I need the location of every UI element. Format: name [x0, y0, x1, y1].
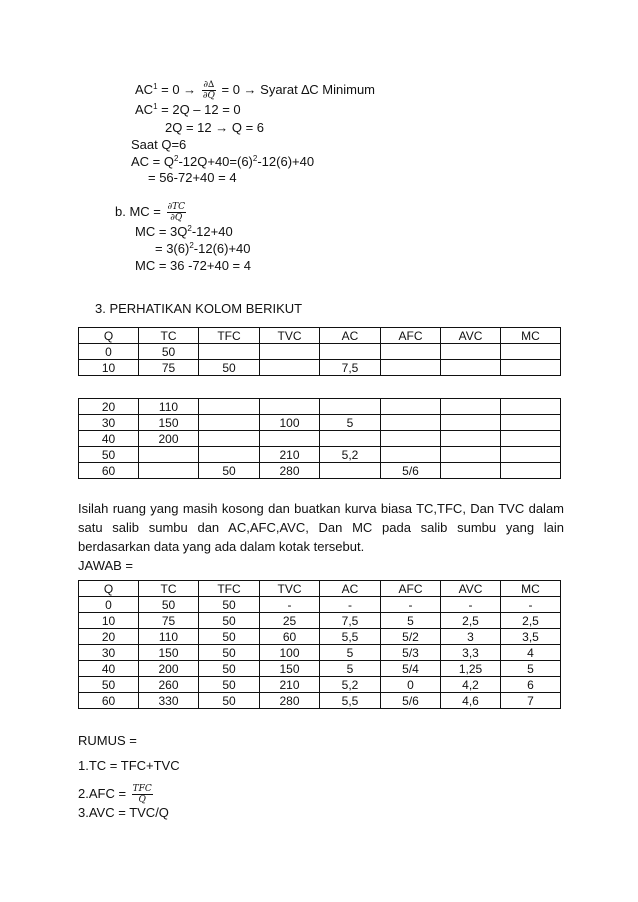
table-cell — [441, 360, 501, 376]
superscript: 2 — [187, 224, 192, 233]
table-cell: 3,3 — [441, 645, 501, 661]
superscript: 1 — [153, 81, 158, 91]
table-cell: 20 — [79, 399, 139, 415]
table-cell: - — [381, 597, 441, 613]
text: = 2Q – 12 = 0 — [161, 102, 241, 117]
table-cell: 100 — [260, 645, 320, 661]
table-row — [79, 344, 561, 360]
table-cell — [199, 431, 260, 447]
table-cell: 3 — [441, 629, 501, 645]
table-cell: 7,5 — [320, 360, 381, 376]
table-cell: 50 — [199, 661, 260, 677]
table-cell: 200 — [139, 431, 199, 447]
header-cell: AFC — [381, 581, 441, 597]
fraction-denominator: Q — [138, 795, 146, 805]
table-cell: 50 — [139, 344, 199, 360]
text: = 0 → — [161, 81, 197, 97]
rumus-line-1: 1.TC = TFC+TVC — [78, 758, 180, 773]
rumus-title: RUMUS = — [78, 733, 137, 748]
header-cell: TFC — [199, 328, 260, 344]
table-cell — [260, 399, 320, 415]
table-cell: 5/2 — [381, 629, 441, 645]
table-cell: 210 — [260, 447, 320, 463]
table-cell: 60 — [260, 629, 320, 645]
table-cell: 60 — [79, 693, 139, 709]
table-cell — [501, 463, 561, 479]
table-cell: 20 — [79, 629, 139, 645]
table-cell — [501, 431, 561, 447]
table-cell: 7,5 — [320, 613, 381, 629]
text: -12+40 — [191, 224, 233, 239]
table-cell: 5,5 — [320, 629, 381, 645]
table-row — [79, 447, 561, 463]
table-cell — [199, 415, 260, 431]
header-cell: Q — [79, 328, 139, 344]
table-row — [79, 629, 561, 645]
table-cell: - — [441, 597, 501, 613]
header-cell: AVC — [441, 581, 501, 597]
calc-line-5 — [131, 154, 314, 170]
table-cell: 2,5 — [501, 613, 561, 629]
table-cell: 50 — [199, 677, 260, 693]
superscript: 2 — [174, 154, 179, 163]
text: b. MC = — [115, 203, 161, 219]
table-cell: 5 — [381, 613, 441, 629]
fraction-numerator: TFC — [132, 784, 152, 794]
calc-line-6: = 56-72+40 = 4 — [148, 170, 237, 185]
table-cell: 30 — [79, 415, 139, 431]
table-cell — [139, 463, 199, 479]
table-cell — [441, 415, 501, 431]
table-cell: 75 — [139, 613, 199, 629]
header-cell: MC — [501, 581, 561, 597]
table-cell: 3,5 — [501, 629, 561, 645]
instruction-paragraph: Isilah ruang yang masih kosong dan buatkan kurva biasa TC,TFC, Dan TVC dalam satu salib sumbu dan AC,AFC,AVC, Dan MC pada salib sumbu yang lain berdasarkan data yang ada dalam kotak tersebut. — [78, 501, 564, 554]
table-cell: 5 — [320, 661, 381, 677]
table-cell: 5/6 — [381, 693, 441, 709]
table-row — [79, 431, 561, 447]
table-cell: 50 — [199, 360, 260, 376]
table-cell: - — [260, 597, 320, 613]
table-cell: 50 — [199, 629, 260, 645]
table-cell — [441, 399, 501, 415]
table-cell: 50 — [199, 693, 260, 709]
table-row — [79, 360, 561, 376]
table-cell — [320, 431, 381, 447]
table-cell: 50 — [79, 677, 139, 693]
table-cell — [501, 399, 561, 415]
header-cell: TVC — [260, 328, 320, 344]
table-row — [79, 613, 561, 629]
table-cell — [441, 344, 501, 360]
table-cell: 25 — [260, 613, 320, 629]
table-cell: 50 — [79, 447, 139, 463]
table-cell: 4 — [501, 645, 561, 661]
header-cell: AFC — [381, 328, 441, 344]
table-cell: 5,2 — [320, 677, 381, 693]
text: AC = Q — [131, 154, 174, 169]
table-cell: 210 — [260, 677, 320, 693]
table-cell: 280 — [260, 463, 320, 479]
table-row — [79, 463, 561, 479]
fraction-numerator: ∂TC — [167, 202, 186, 212]
table-cell: 1,25 — [441, 661, 501, 677]
calc-line-2 — [135, 102, 241, 118]
header-cell: Q — [79, 581, 139, 597]
table-row — [79, 693, 561, 709]
table-cell — [381, 415, 441, 431]
table-cell: 7 — [501, 693, 561, 709]
table-cell — [320, 399, 381, 415]
header-cell: TVC — [260, 581, 320, 597]
table-cell: 40 — [79, 431, 139, 447]
table-cell: 0 — [381, 677, 441, 693]
text: -12(6)+40 — [257, 154, 315, 169]
cost-table-bottom — [78, 398, 561, 479]
table-cell: 330 — [139, 693, 199, 709]
table-cell: 5 — [320, 415, 381, 431]
table-cell — [501, 360, 561, 376]
table-cell — [260, 360, 320, 376]
text: AC — [135, 81, 154, 97]
table-cell — [501, 344, 561, 360]
table-cell: 50 — [139, 597, 199, 613]
table-row — [79, 415, 561, 431]
partial-fraction — [202, 80, 216, 101]
table-cell: 150 — [139, 645, 199, 661]
table-cell — [199, 447, 260, 463]
table-cell: 5 — [320, 645, 381, 661]
table-cell — [260, 344, 320, 360]
table-cell: 150 — [260, 661, 320, 677]
table-cell: 5 — [501, 661, 561, 677]
table-cell: 150 — [139, 415, 199, 431]
table-cell: 50 — [199, 645, 260, 661]
calc-line-4: Saat Q=6 — [131, 137, 187, 152]
table-cell: 110 — [139, 629, 199, 645]
table-cell: 75 — [139, 360, 199, 376]
table-row — [79, 661, 561, 677]
text: = 3(6) — [155, 241, 190, 256]
table-cell — [199, 344, 260, 360]
text: AC — [135, 102, 154, 117]
table-cell — [199, 399, 260, 415]
header-cell: TC — [139, 581, 199, 597]
table-cell: 260 — [139, 677, 199, 693]
table-row — [79, 677, 561, 693]
table-cell: 10 — [79, 613, 139, 629]
section-heading: 3. PERHATIKAN KOLOM BERIKUT — [95, 301, 303, 316]
table-header-row — [79, 581, 561, 597]
cost-table-top — [78, 327, 561, 376]
table-cell: 110 — [139, 399, 199, 415]
calc-b-line-3 — [155, 241, 251, 257]
superscript: 2 — [252, 154, 258, 163]
header-cell: AVC — [441, 328, 501, 344]
table-row — [79, 597, 561, 613]
table-cell: 4,2 — [441, 677, 501, 693]
calc-b-line-2 — [135, 224, 233, 240]
table-cell: 50 — [199, 613, 260, 629]
table-cell — [381, 344, 441, 360]
table-cell — [320, 344, 381, 360]
text: 2.AFC = — [78, 785, 127, 801]
table-cell — [381, 399, 441, 415]
header-cell: AC — [320, 581, 381, 597]
table-cell: 0 — [79, 344, 139, 360]
table-cell: 280 — [260, 693, 320, 709]
table-cell: 5/6 — [381, 463, 441, 479]
table-cell: 0 — [79, 597, 139, 613]
table-cell: 5/3 — [381, 645, 441, 661]
answer-label: JAWAB = — [78, 558, 134, 573]
table-cell: 10 — [79, 360, 139, 376]
table-cell — [501, 447, 561, 463]
header-cell: TFC — [199, 581, 260, 597]
table-cell: 60 — [79, 463, 139, 479]
table-cell — [260, 431, 320, 447]
rumus-line-2 — [78, 784, 155, 805]
table-cell: 4,6 — [441, 693, 501, 709]
table-cell: - — [320, 597, 381, 613]
text: MC = 3Q — [135, 224, 188, 239]
table-cell: 2,5 — [441, 613, 501, 629]
superscript: 1 — [153, 102, 158, 111]
partial-fraction — [167, 202, 187, 223]
table-cell — [441, 431, 501, 447]
table-cell — [381, 431, 441, 447]
text: = 0 → Syarat ∆C Minimum — [221, 81, 376, 97]
table-cell — [441, 463, 501, 479]
table-cell — [441, 447, 501, 463]
calc-b-line-1 — [115, 202, 188, 223]
table-row — [79, 645, 561, 661]
header-cell: AC — [320, 328, 381, 344]
table-cell — [381, 447, 441, 463]
afc-fraction — [132, 784, 153, 805]
table-cell: 30 — [79, 645, 139, 661]
table-cell: 40 — [79, 661, 139, 677]
table-cell — [320, 463, 381, 479]
table-row — [79, 399, 561, 415]
fraction-denominator: ∂Q — [170, 213, 183, 223]
calc-line-1 — [135, 80, 375, 101]
table-cell: - — [501, 597, 561, 613]
fraction-numerator: ∂∆ — [203, 80, 215, 90]
text: -12Q+40=(6) — [178, 154, 253, 169]
table-cell: 5,2 — [320, 447, 381, 463]
table-cell: 5,5 — [320, 693, 381, 709]
header-cell: TC — [139, 328, 199, 344]
table-cell: 100 — [260, 415, 320, 431]
table-cell: 50 — [199, 597, 260, 613]
answer-table — [78, 580, 561, 709]
superscript: 2 — [189, 241, 194, 250]
calc-line-3: 2Q = 12 → Q = 6 — [165, 120, 264, 135]
rumus-line-3: 3.AVC = TVC/Q — [78, 805, 169, 820]
table-header-row — [79, 328, 561, 344]
table-cell — [501, 415, 561, 431]
calc-b-line-4: MC = 36 -72+40 = 4 — [135, 258, 251, 273]
table-cell: 5/4 — [381, 661, 441, 677]
table-cell: 200 — [139, 661, 199, 677]
table-cell — [139, 447, 199, 463]
fraction-denominator: ∂Q — [202, 91, 215, 101]
table-cell: 6 — [501, 677, 561, 693]
table-cell — [381, 360, 441, 376]
table-cell: 50 — [199, 463, 260, 479]
text: -12(6)+40 — [193, 241, 251, 256]
header-cell: MC — [501, 328, 561, 344]
